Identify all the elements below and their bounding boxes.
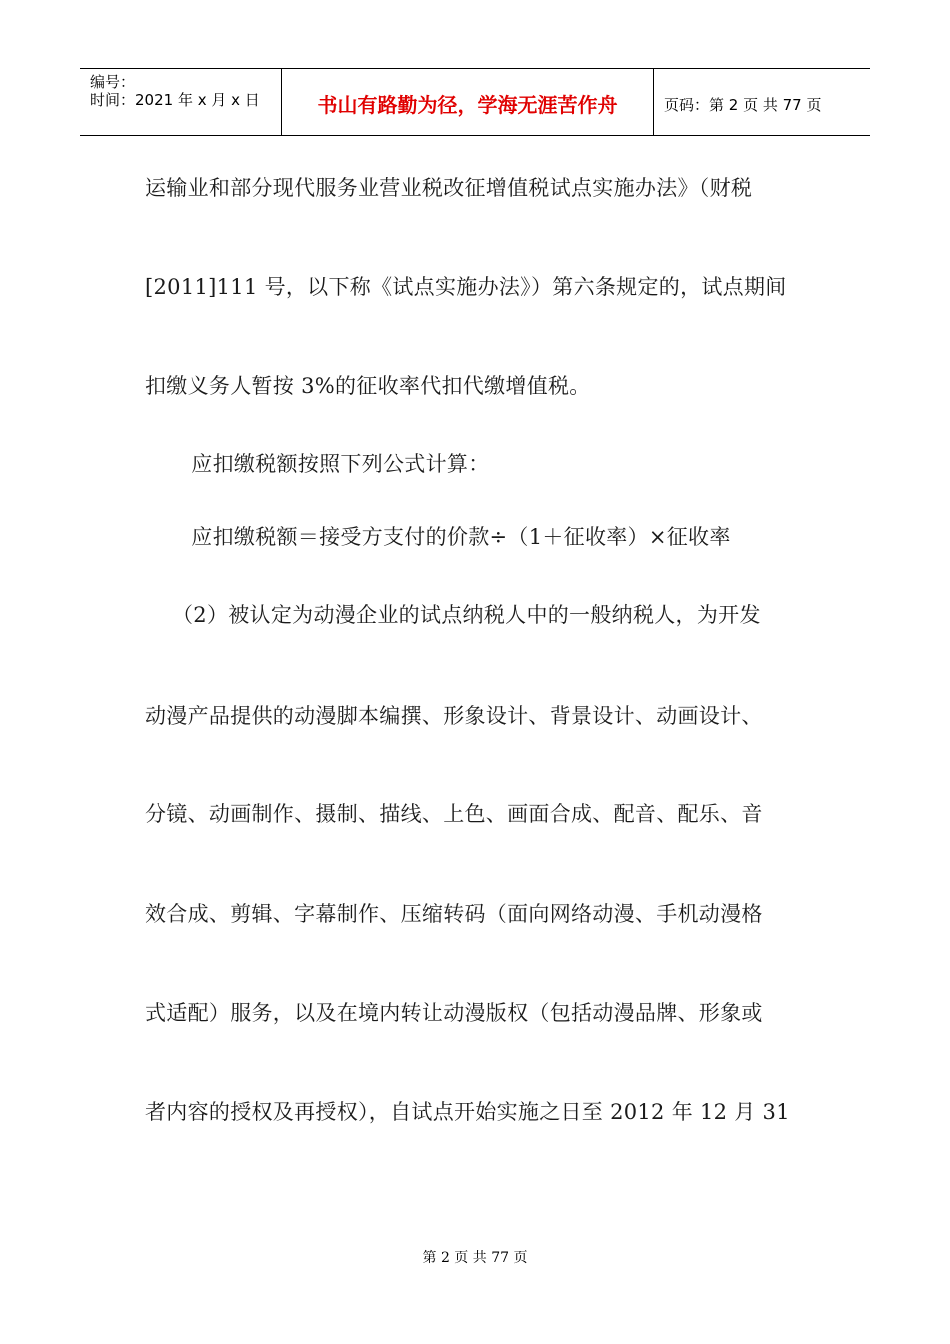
body-line: 式适配）服务，以及在境内转让动漫版权（包括动漫品牌、形象或	[145, 1001, 763, 1025]
time-label: 时间：2021 年 x 月 x 日	[90, 91, 260, 109]
header-motto: 书山有路勤为径，学海无涯苦作舟	[317, 93, 618, 117]
body-line: 运输业和部分现代服务业营业税改征增值税试点实施办法》（财税	[145, 176, 753, 200]
number-label: 编号：	[90, 73, 136, 91]
body-line: 应扣缴税额＝接受方支付的价款÷（1＋征收率）×征收率	[170, 525, 731, 549]
body-line: 扣缴义务人暂按 3%的征收率代扣代缴增值税。	[145, 374, 591, 398]
body-line: 效合成、剪辑、字幕制作、压缩转码（面向网络动漫、手机动漫格	[145, 902, 763, 926]
body-line: 分镜、动画制作、摄制、描线、上色、画面合成、配音、配乐、音	[145, 802, 763, 826]
page-header	[80, 68, 870, 136]
header-page-info: 页码：第 2 页 共 77 页	[664, 96, 822, 114]
header-divider	[653, 69, 654, 135]
body-line: （2）被认定为动漫企业的试点纳税人中的一般纳税人，为开发	[172, 603, 761, 627]
body-line: 者内容的授权及再授权），自试点开始实施之日至 2012 年 12 月 31	[145, 1100, 790, 1124]
body-line: [2011]111 号，以下称《试点实施办法》）第六条规定的，试点期间	[145, 275, 787, 299]
body-line: 应扣缴税额按照下列公式计算：	[170, 452, 490, 476]
body-line: 动漫产品提供的动漫脚本编撰、形象设计、背景设计、动画设计、	[145, 704, 763, 728]
header-meta	[90, 73, 260, 109]
page-footer: 第 2 页 共 77 页	[422, 1250, 528, 1266]
